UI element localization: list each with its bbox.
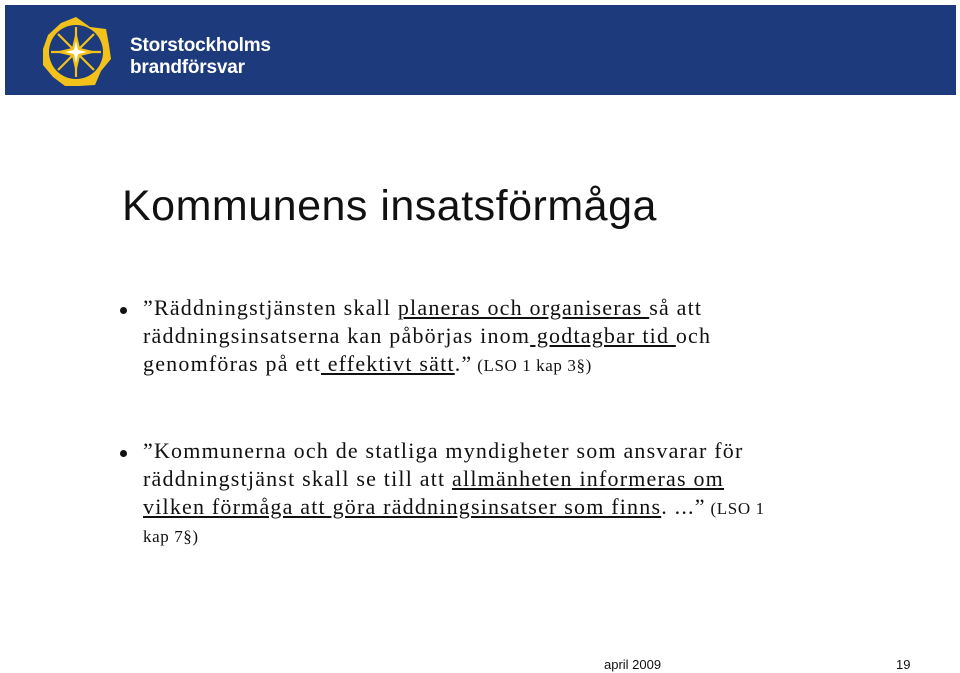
bullet-item-2 bbox=[120, 437, 880, 551]
bullet-dot-icon bbox=[120, 450, 127, 457]
text: . ...” bbox=[661, 494, 706, 519]
footer-date: april 2009 bbox=[604, 657, 662, 672]
underlined-text: allmänheten informeras om bbox=[452, 466, 724, 491]
bullet-2-line-1: ”Kommunerna och de statliga myndigheter som ansvarar för bbox=[143, 438, 744, 463]
text: ”Räddningstjänsten skall bbox=[143, 295, 398, 320]
bullet-1-line-3 bbox=[120, 350, 880, 380]
bullet-1-line-1 bbox=[120, 294, 880, 322]
bullet-item-1 bbox=[120, 294, 880, 380]
bullet-2-line-4: kap 7§) bbox=[143, 527, 199, 546]
text: genomföras på ett bbox=[143, 351, 322, 376]
header-banner bbox=[5, 5, 956, 95]
underlined-text: vilken förmåga att göra räddningsinsatser som finns bbox=[143, 494, 662, 519]
text: räddningsinsatserna kan påbörjas inom bbox=[143, 323, 531, 348]
text: så att bbox=[649, 295, 703, 320]
law-reference: (LSO 1 kap 3§) bbox=[472, 356, 592, 375]
brand-name bbox=[130, 35, 271, 79]
star-emblem-icon bbox=[39, 15, 113, 89]
bullet-2-line-2 bbox=[120, 465, 880, 493]
bullet-1-line-2 bbox=[120, 322, 880, 350]
underlined-text: planeras och organiseras bbox=[397, 295, 650, 320]
brand-line-1: Storstockholms bbox=[130, 35, 271, 56]
underlined-text: effektivt sätt bbox=[321, 351, 455, 376]
text: räddningstjänst skall se till att bbox=[143, 466, 453, 491]
bullet-dot-icon bbox=[120, 307, 127, 314]
underlined-text: godtagbar tid bbox=[530, 323, 676, 348]
law-reference: (LSO 1 bbox=[705, 499, 765, 518]
bullet-2-line-3 bbox=[120, 493, 880, 523]
slide-title: Kommunens insatsförmåga bbox=[122, 182, 657, 230]
page-number: 19 bbox=[896, 657, 911, 672]
brand-line-2: brandförsvar bbox=[130, 57, 245, 78]
text: .” bbox=[454, 351, 473, 376]
text: och bbox=[675, 323, 712, 348]
